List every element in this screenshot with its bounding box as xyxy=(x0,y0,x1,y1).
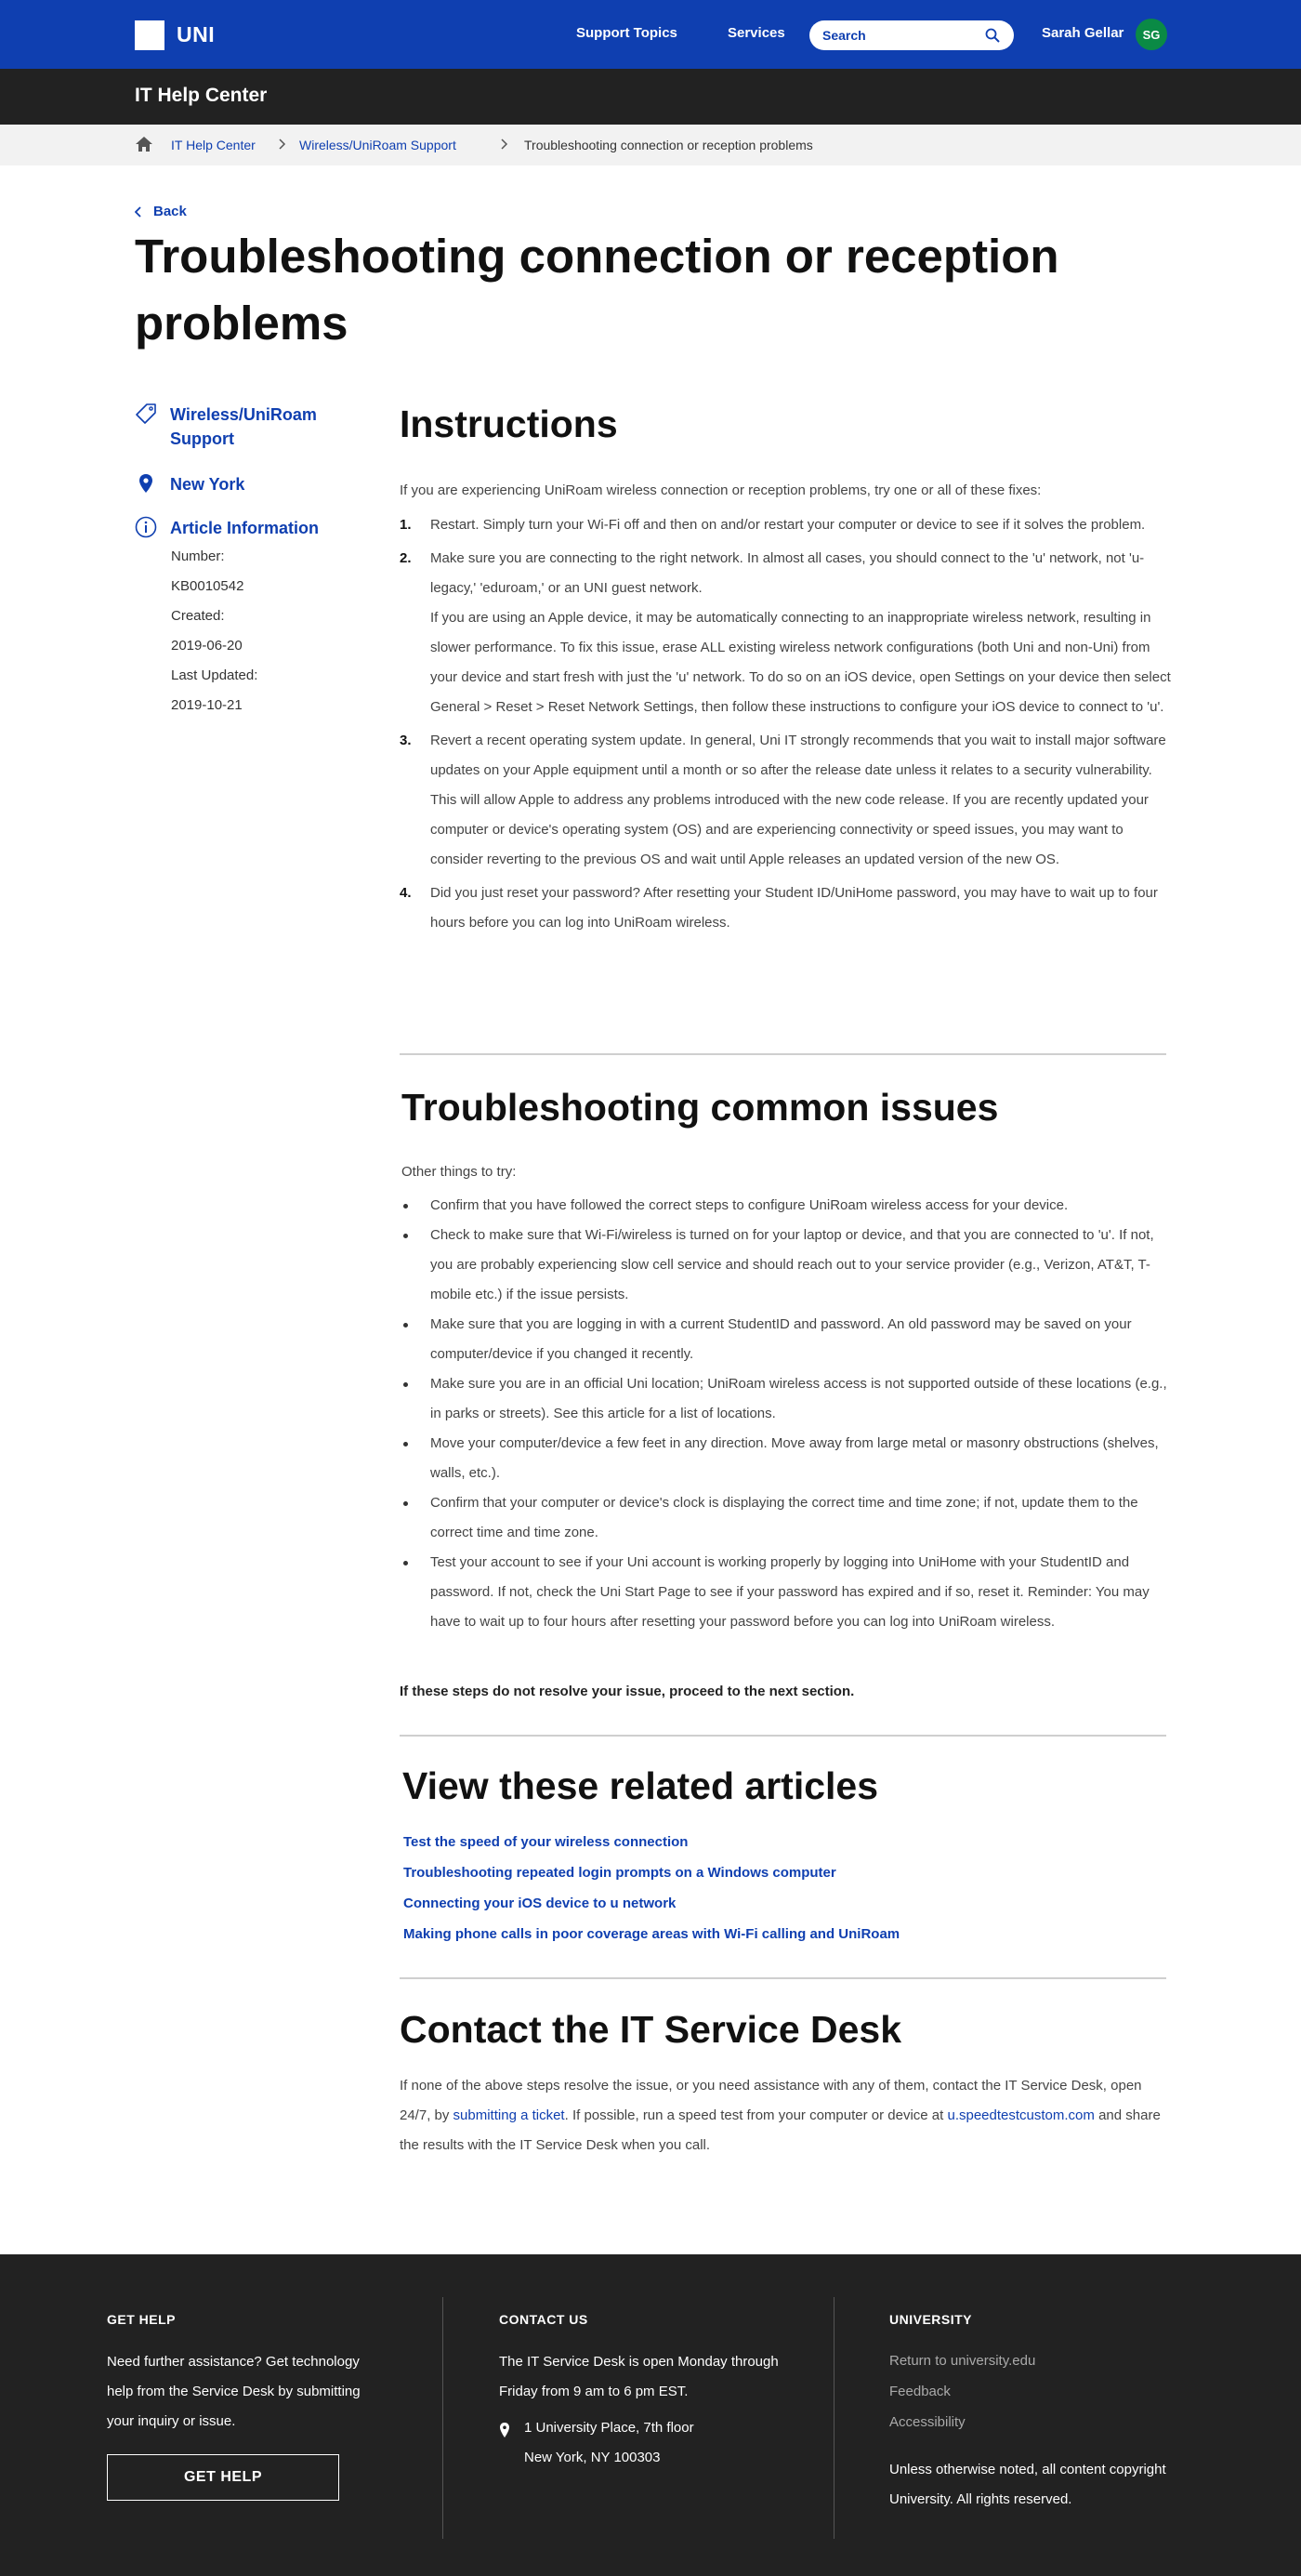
updated-date: 2019-10-21 xyxy=(171,697,243,713)
sidebar-article-info-label: Article Information xyxy=(170,519,320,537)
search-icon[interactable] xyxy=(984,27,1001,44)
user-name[interactable]: Sarah Gellar xyxy=(1042,25,1124,41)
footer-link-feedback[interactable]: Feedback xyxy=(889,2384,951,2399)
site-title[interactable]: IT Help Center xyxy=(135,85,268,106)
bullet-icon xyxy=(403,1561,408,1565)
page-title: Troubleshooting connection or reception problems xyxy=(135,230,1059,350)
step-text: Revert a recent operating system update. In general, Uni IT strongly recommends that you wait to install major software updates on your Apple equipment until a month or so after the release date unless it relates to a security vulnerability. This will allow Apple to address any problems introduced with the new code release. If you are recently updated your computer or device's operating system (OS) and are experiencing connectivity or speed issues, you may want to consider reverting to the previous OS and wait until Apple releases an updated version of the new OS. xyxy=(430,733,1166,867)
troubleshooting-heading: Troubleshooting common issues xyxy=(401,1086,999,1129)
step-number: 2. xyxy=(400,550,412,566)
search-box xyxy=(809,20,1014,50)
updated-label: Last Updated: xyxy=(171,667,258,683)
back-link[interactable] xyxy=(135,204,187,219)
footer-get-help-text: Need further assistance? Get technology help from the Service Desk by submitting your inquiry or issue. xyxy=(107,2354,361,2429)
list-item-text: Move your computer/device a few feet in any direction. Move away from large metal or masonry obstructions (shelves, walls, etc.). xyxy=(430,1435,1159,1481)
chevron-right-icon xyxy=(277,138,286,151)
list-item-text: Test your account to see if your Uni account is working properly by logging into UniHome with your StudentID and password. If not, check the Uni Start Page to see if your password has expired and if so, reset it. Reminder: You may have to wait up to four hours after resetting your password before you can log into UniRoam wireless. xyxy=(430,1554,1150,1630)
logo-text[interactable]: UNI xyxy=(177,22,216,46)
sidebar-category-label: Wireless/UniRoam Support xyxy=(170,405,317,448)
sidebar-location-label: New York xyxy=(170,475,245,494)
step-number: 1. xyxy=(400,517,412,533)
home-icon[interactable] xyxy=(135,136,153,152)
related-link-speed[interactable]: Test the speed of your wireless connection xyxy=(403,1834,689,1850)
created-date: 2019-06-20 xyxy=(171,638,243,654)
related-heading: View these related articles xyxy=(402,1764,879,1807)
footer-contact-text: The IT Service Desk is open Monday through Friday from 9 am to 6 pm EST. xyxy=(499,2354,779,2399)
breadcrumb-current: Troubleshooting connection or reception problems xyxy=(524,138,813,152)
divider xyxy=(400,1735,1166,1737)
footer-link-return[interactable]: Return to university.edu xyxy=(889,2353,1036,2369)
bullet-icon xyxy=(403,1382,408,1387)
nav-services[interactable]: Services xyxy=(728,25,785,41)
list-item xyxy=(400,726,1171,875)
number-label: Number: xyxy=(171,548,225,564)
footer-contact-title: CONTACT US xyxy=(499,2312,588,2327)
footer-address-line-2: New York, NY 100303 xyxy=(524,2450,661,2465)
step-extra-text: If you are using an Apple device, it may be automatically connecting to an inappropriate wireless network, resulting in slower performance. To fix this issue, erase ALL existing wireless network configurations (both Uni and non-Uni) from your device and start fresh with just the 'u' network. To do so on an iOS device, open Settings on your device then select General > Reset > Reset Network Settings, then follow these instructions to configure your iOS device to connect to 'u'. xyxy=(430,610,1171,715)
divider xyxy=(400,1053,1166,1055)
sidebar-location[interactable] xyxy=(135,472,244,496)
bullet-icon xyxy=(403,1234,408,1238)
chevron-left-icon xyxy=(135,206,142,218)
footer-link-accessibility[interactable]: Accessibility xyxy=(889,2414,966,2430)
instructions-heading: Instructions xyxy=(400,403,618,445)
list-item xyxy=(400,510,1171,540)
footer-copyright: Unless otherwise noted, all content copyright University. All rights reserved. xyxy=(889,2462,1166,2507)
contact-text-2: . If possible, run a speed test from your computer or device at xyxy=(564,2107,948,2123)
troubleshooting-intro: Other things to try: xyxy=(401,1164,517,1180)
list-item-text: Make sure that you are logging in with a current StudentID and password. An old password may be saved on your computer/device if you changed it recently. xyxy=(430,1316,1132,1362)
related-link-ios[interactable]: Connecting your iOS device to u network xyxy=(403,1896,677,1911)
footer-get-help-title: GET HELP xyxy=(107,2312,177,2327)
search-input[interactable] xyxy=(822,26,980,45)
list-item-text: Check to make sure that Wi-Fi/wireless is turned on for your laptop or device, and that you are connected to 'u'. If not, you are probably experiencing slow cell service and should reach out to your service provider (e.g., Verizon, AT&T, T-mobile etc.) if the issue persists. xyxy=(430,1227,1154,1302)
sidebar-category[interactable] xyxy=(135,403,347,451)
footer-divider xyxy=(442,2297,443,2539)
step-number: 3. xyxy=(400,733,412,748)
step-text: Make sure you are connecting to the right network. In almost all cases, you should connect to the 'u' network, not 'u-legacy,' 'eduroam,' or an UNI guest network. xyxy=(430,550,1145,596)
top-navigation-bar xyxy=(0,0,1301,69)
bullet-icon xyxy=(403,1323,408,1328)
footer-address-line-1: 1 University Place, 7th floor xyxy=(524,2420,694,2436)
location-pin-icon xyxy=(135,472,157,495)
footer xyxy=(0,2254,1301,2576)
contact-text-3: and share the results with the IT Service Desk when you call. xyxy=(400,2107,1161,2153)
list-item xyxy=(400,1488,1171,1548)
breadcrumb-it-help-center[interactable]: IT Help Center xyxy=(171,138,256,152)
submit-ticket-link[interactable]: submitting a ticket xyxy=(453,2107,565,2123)
site-header xyxy=(0,69,1301,125)
avatar[interactable]: SG xyxy=(1136,19,1167,50)
related-link-login-prompts[interactable]: Troubleshooting repeated login prompts on a Windows computer xyxy=(403,1865,836,1881)
bullet-icon xyxy=(403,1442,408,1447)
chevron-right-icon xyxy=(499,138,508,151)
bullet-icon xyxy=(403,1204,408,1209)
breadcrumb-wireless-support[interactable]: Wireless/UniRoam Support xyxy=(299,138,456,152)
list-item xyxy=(400,1429,1171,1488)
created-label: Created: xyxy=(171,608,225,624)
contact-text-1: If none of the above steps resolve the issue, or you need assistance with any of them, contact the IT Service Desk, open 24/7, by xyxy=(400,2078,1142,2123)
list-item xyxy=(400,1221,1171,1310)
step-number: 4. xyxy=(400,885,412,901)
back-label: Back xyxy=(153,204,187,219)
footer-university-title: UNIVERSITY xyxy=(889,2312,973,2327)
speedtest-link[interactable]: u.speedtestcustom.com xyxy=(947,2107,1095,2123)
list-item xyxy=(400,878,1171,938)
list-item xyxy=(400,1191,1171,1221)
logo-mark[interactable] xyxy=(135,20,164,50)
article-number: KB0010542 xyxy=(171,578,244,594)
step-text: Restart. Simply turn your Wi-Fi off and then on and/or restart your computer or device to see if it solves the problem. xyxy=(430,517,1146,533)
list-item-text: Confirm that your computer or device's clock is displaying the correct time and time zone; if not, update them to the correct time and time zone. xyxy=(430,1495,1138,1540)
bullet-icon xyxy=(403,1501,408,1506)
breadcrumb xyxy=(0,125,1301,165)
sidebar-article-info[interactable] xyxy=(135,516,319,540)
instructions-intro: If you are experiencing UniRoam wireless connection or reception problems, try one or all of these fixes: xyxy=(400,482,1042,498)
instructions-list xyxy=(400,510,1171,938)
list-item-text: Confirm that you have followed the correct steps to configure UniRoam wireless access for your device. xyxy=(430,1197,1069,1213)
get-help-button[interactable]: GET HELP xyxy=(107,2454,339,2501)
article-meta xyxy=(171,542,257,720)
divider xyxy=(400,1977,1166,1979)
contact-text xyxy=(400,2071,1171,2160)
info-icon xyxy=(135,516,157,538)
related-link-wifi-calling[interactable]: Making phone calls in poor coverage areas with Wi-Fi calling and UniRoam xyxy=(403,1926,900,1942)
list-item-text: Make sure you are in an official Uni location; UniRoam wireless access is not supported outside of these locations (e.g., in parks or streets). See this article for a list of locations. xyxy=(430,1376,1167,1421)
list-item xyxy=(400,544,1171,722)
troubleshooting-note: If these steps do not resolve your issue, proceed to the next section. xyxy=(400,1684,855,1699)
nav-support-topics[interactable]: Support Topics xyxy=(576,25,677,41)
list-item xyxy=(400,1548,1171,1637)
contact-heading: Contact the IT Service Desk xyxy=(400,2008,902,2051)
tag-icon xyxy=(135,403,157,425)
list-item xyxy=(400,1369,1171,1429)
troubleshooting-list xyxy=(400,1191,1171,1637)
location-pin-icon xyxy=(498,2422,511,2438)
list-item xyxy=(400,1310,1171,1369)
step-text: Did you just reset your password? After resetting your Student ID/UniHome password, you may have to wait up to four hours before you can log into UniRoam wireless. xyxy=(430,885,1158,931)
